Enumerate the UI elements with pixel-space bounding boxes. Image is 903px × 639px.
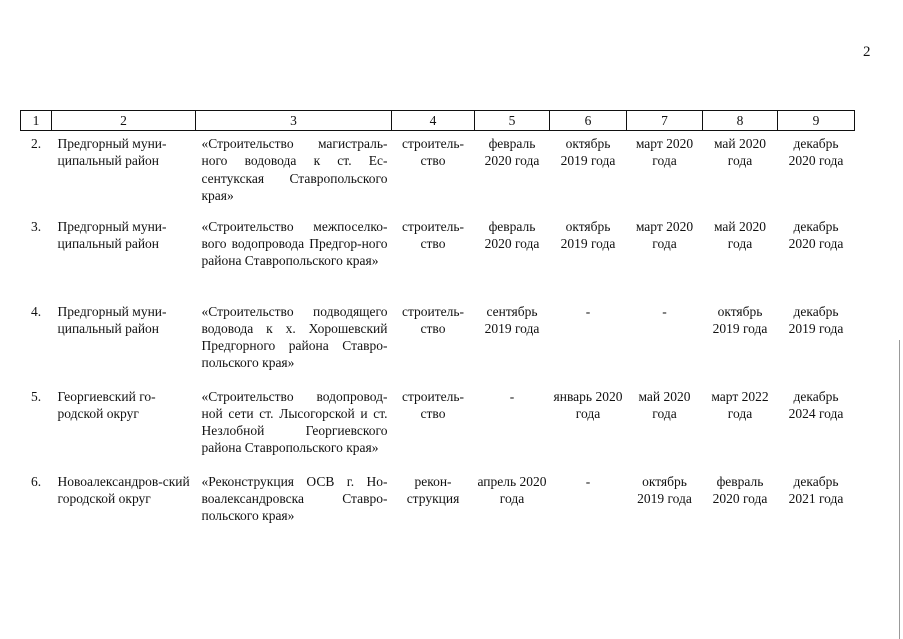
date-cell-col5: -: [509, 388, 515, 404]
date-cell-col6: октябрь 2019 года: [560, 136, 616, 169]
work-type-cell: рекон-струкция: [406, 473, 460, 506]
scan-edge-line: [899, 340, 900, 639]
date-cell-col5: сентябрь 2019 года: [484, 303, 540, 336]
date-cell-col7: -: [662, 303, 667, 319]
column-header: 1: [21, 111, 52, 131]
column-header: 9: [778, 111, 855, 131]
date-cell-col8: май 2020 года: [713, 136, 767, 169]
date-cell-col5: апрель 2020 года: [477, 473, 547, 506]
date-cell-col7: октябрь 2019 года: [637, 473, 692, 506]
row-number: 5.: [30, 388, 42, 404]
date-cell-col7: май 2020 года: [638, 388, 691, 421]
work-type-cell: строитель-ство: [401, 218, 465, 251]
row-number: 3.: [30, 218, 42, 234]
municipality-cell: Предгорный муни-ципальный район: [57, 136, 167, 169]
date-cell-col9: декабрь 2019 года: [788, 303, 844, 336]
date-cell-col9: декабрь 2024 года: [788, 388, 844, 421]
object-cell: «Строительство магистраль-ного водовода к ст. Ес-сентукская Ставропольского края»: [201, 136, 388, 203]
column-header: 5: [475, 111, 550, 131]
column-header: 8: [703, 111, 778, 131]
date-cell-col9: декабрь 2021 года: [788, 473, 844, 506]
date-cell-col5: февраль 2020 года: [484, 136, 540, 169]
date-cell-col8: октябрь 2019 года: [712, 303, 768, 336]
date-cell-col8: март 2022 года: [711, 388, 769, 421]
object-cell: «Строительство водопровод-ной сети ст. Лысогорской и ст. Незлобной Георгиевского района Ставропольского края»: [201, 388, 388, 456]
table-row: [21, 301, 855, 386]
municipality-cell: Новоалександров-ский городской округ: [57, 473, 190, 506]
date-cell-col8: февраль 2020 года: [712, 473, 768, 506]
table-row: [21, 216, 855, 301]
table-row: [21, 386, 855, 471]
table-row: [21, 131, 855, 216]
row-number: 4.: [30, 303, 42, 319]
schedule-table: [20, 110, 855, 556]
date-cell-col9: декабрь 2020 года: [788, 218, 844, 251]
row-number: 2.: [30, 136, 42, 151]
object-cell: «Строительство межпоселко-вого водопровода Предгор-ного района Ставропольского края»: [201, 218, 388, 269]
work-type-cell: строитель-ство: [401, 303, 465, 336]
column-header: 2: [52, 111, 196, 131]
date-cell-col5: февраль 2020 года: [484, 218, 540, 251]
municipality-cell: Георгиевский го-родской округ: [57, 388, 156, 421]
date-cell-col6: -: [585, 473, 591, 489]
object-cell: «Реконструкция ОСВ г. Но-воалександровска Ставро-польского края»: [201, 473, 388, 524]
row-number: 6.: [30, 473, 42, 489]
work-type-cell: строитель-ство: [401, 136, 465, 169]
column-header: 7: [627, 111, 703, 131]
object-cell: «Строительство подводящего водовода к х. Хорошевский Предгорного района Ставро-польского края»: [201, 303, 388, 371]
date-cell-col9: декабрь 2020 года: [788, 136, 844, 169]
date-cell-col6: октябрь 2019 года: [560, 218, 616, 251]
column-header: 4: [392, 111, 475, 131]
date-cell-col7: март 2020 года: [635, 136, 694, 169]
date-cell-col7: март 2020 года: [635, 218, 694, 251]
date-cell-col6: январь 2020 года: [553, 388, 623, 421]
municipality-cell: Предгорный муни-ципальный район: [57, 303, 167, 336]
date-cell-col6: -: [585, 303, 591, 319]
column-header: 6: [550, 111, 627, 131]
column-header: 3: [196, 111, 392, 131]
date-cell-col8: май 2020 года: [713, 218, 767, 251]
table-row: [21, 471, 855, 556]
municipality-cell: Предгорный муни-ципальный район: [57, 218, 167, 251]
page-number: 2: [863, 44, 871, 60]
work-type-cell: строитель-ство: [401, 388, 465, 421]
column-number-row: [21, 111, 855, 131]
